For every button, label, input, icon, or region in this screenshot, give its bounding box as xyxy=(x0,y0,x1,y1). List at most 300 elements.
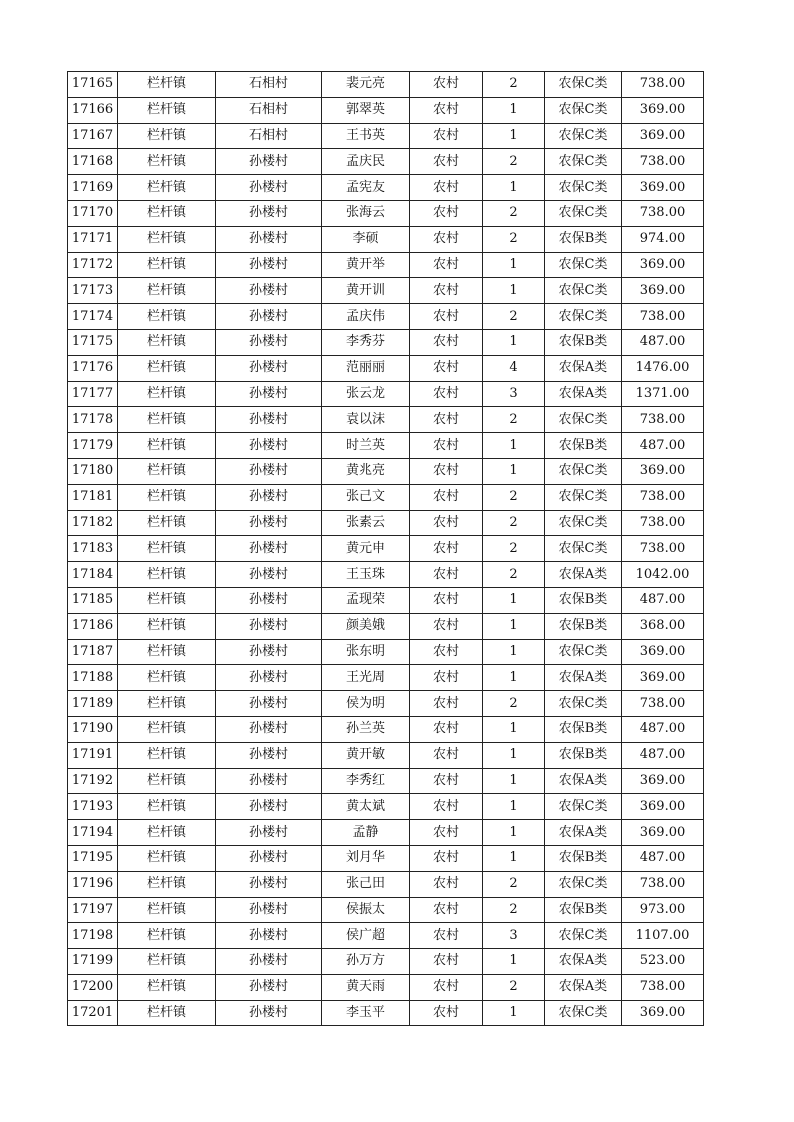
cell-area-type: 农村 xyxy=(410,226,483,252)
cell-name: 张素云 xyxy=(322,510,410,536)
cell-category: 农保C类 xyxy=(545,639,622,665)
cell-village: 孙楼村 xyxy=(216,691,322,717)
cell-category: 农保B类 xyxy=(545,433,622,459)
cell-village: 石相村 xyxy=(216,72,322,98)
cell-count: 1 xyxy=(483,252,545,278)
table-row xyxy=(68,794,704,820)
cell-village: 孙楼村 xyxy=(216,226,322,252)
cell-town: 栏杆镇 xyxy=(118,794,216,820)
table-row xyxy=(68,716,704,742)
cell-name: 孟庆伟 xyxy=(322,304,410,330)
cell-count: 2 xyxy=(483,562,545,588)
cell-area-type: 农村 xyxy=(410,252,483,278)
cell-category: 农保A类 xyxy=(545,665,622,691)
table-row xyxy=(68,381,704,407)
table-row xyxy=(68,458,704,484)
cell-amount: 738.00 xyxy=(622,304,704,330)
table-row xyxy=(68,820,704,846)
cell-town: 栏杆镇 xyxy=(118,175,216,201)
cell-amount: 369.00 xyxy=(622,1000,704,1026)
cell-name: 孟静 xyxy=(322,820,410,846)
cell-village: 孙楼村 xyxy=(216,149,322,175)
cell-category: 农保A类 xyxy=(545,768,622,794)
table-row xyxy=(68,355,704,381)
cell-amount: 738.00 xyxy=(622,72,704,98)
cell-count: 2 xyxy=(483,200,545,226)
cell-amount: 369.00 xyxy=(622,175,704,201)
table-row xyxy=(68,587,704,613)
table-row xyxy=(68,510,704,536)
cell-count: 2 xyxy=(483,974,545,1000)
cell-area-type: 农村 xyxy=(410,587,483,613)
cell-name: 黄开敏 xyxy=(322,742,410,768)
cell-town: 栏杆镇 xyxy=(118,845,216,871)
cell-count: 4 xyxy=(483,355,545,381)
cell-amount: 738.00 xyxy=(622,200,704,226)
cell-village: 孙楼村 xyxy=(216,871,322,897)
table-row xyxy=(68,897,704,923)
table-body xyxy=(68,72,704,1026)
table-row xyxy=(68,562,704,588)
cell-serial-number: 17190 xyxy=(68,716,118,742)
cell-area-type: 农村 xyxy=(410,536,483,562)
cell-area-type: 农村 xyxy=(410,433,483,459)
cell-village: 孙楼村 xyxy=(216,923,322,949)
cell-name: 黄太斌 xyxy=(322,794,410,820)
cell-area-type: 农村 xyxy=(410,329,483,355)
cell-town: 栏杆镇 xyxy=(118,200,216,226)
cell-area-type: 农村 xyxy=(410,871,483,897)
cell-town: 栏杆镇 xyxy=(118,355,216,381)
cell-name: 张云龙 xyxy=(322,381,410,407)
cell-category: 农保B类 xyxy=(545,716,622,742)
cell-category: 农保C类 xyxy=(545,794,622,820)
cell-serial-number: 17180 xyxy=(68,458,118,484)
cell-amount: 738.00 xyxy=(622,484,704,510)
cell-count: 1 xyxy=(483,458,545,484)
cell-amount: 369.00 xyxy=(622,278,704,304)
cell-village: 孙楼村 xyxy=(216,613,322,639)
cell-town: 栏杆镇 xyxy=(118,1000,216,1026)
cell-village: 孙楼村 xyxy=(216,949,322,975)
cell-amount: 369.00 xyxy=(622,665,704,691)
cell-area-type: 农村 xyxy=(410,665,483,691)
cell-serial-number: 17170 xyxy=(68,200,118,226)
cell-town: 栏杆镇 xyxy=(118,458,216,484)
cell-amount: 487.00 xyxy=(622,716,704,742)
cell-serial-number: 17166 xyxy=(68,97,118,123)
cell-amount: 1107.00 xyxy=(622,923,704,949)
cell-village: 孙楼村 xyxy=(216,407,322,433)
cell-area-type: 农村 xyxy=(410,381,483,407)
cell-amount: 1371.00 xyxy=(622,381,704,407)
cell-amount: 487.00 xyxy=(622,742,704,768)
cell-amount: 369.00 xyxy=(622,768,704,794)
cell-village: 孙楼村 xyxy=(216,665,322,691)
table-row xyxy=(68,72,704,98)
cell-serial-number: 17201 xyxy=(68,1000,118,1026)
cell-village: 孙楼村 xyxy=(216,252,322,278)
cell-name: 张己文 xyxy=(322,484,410,510)
cell-area-type: 农村 xyxy=(410,768,483,794)
cell-area-type: 农村 xyxy=(410,691,483,717)
table-row xyxy=(68,484,704,510)
cell-category: 农保C类 xyxy=(545,536,622,562)
cell-amount: 973.00 xyxy=(622,897,704,923)
cell-count: 1 xyxy=(483,329,545,355)
cell-name: 黄开训 xyxy=(322,278,410,304)
cell-town: 栏杆镇 xyxy=(118,613,216,639)
cell-area-type: 农村 xyxy=(410,278,483,304)
cell-count: 1 xyxy=(483,97,545,123)
cell-area-type: 农村 xyxy=(410,794,483,820)
cell-serial-number: 17193 xyxy=(68,794,118,820)
cell-name: 侯为明 xyxy=(322,691,410,717)
cell-amount: 738.00 xyxy=(622,974,704,1000)
cell-town: 栏杆镇 xyxy=(118,252,216,278)
cell-town: 栏杆镇 xyxy=(118,897,216,923)
cell-village: 孙楼村 xyxy=(216,381,322,407)
cell-serial-number: 17181 xyxy=(68,484,118,510)
cell-count: 2 xyxy=(483,897,545,923)
cell-amount: 369.00 xyxy=(622,252,704,278)
table-row xyxy=(68,613,704,639)
cell-village: 孙楼村 xyxy=(216,587,322,613)
cell-name: 郭翠英 xyxy=(322,97,410,123)
cell-serial-number: 17173 xyxy=(68,278,118,304)
cell-area-type: 农村 xyxy=(410,845,483,871)
cell-category: 农保B类 xyxy=(545,329,622,355)
cell-category: 农保A类 xyxy=(545,381,622,407)
cell-amount: 738.00 xyxy=(622,510,704,536)
cell-area-type: 农村 xyxy=(410,923,483,949)
cell-category: 农保C类 xyxy=(545,1000,622,1026)
cell-town: 栏杆镇 xyxy=(118,407,216,433)
cell-category: 农保A类 xyxy=(545,949,622,975)
cell-town: 栏杆镇 xyxy=(118,123,216,149)
cell-amount: 369.00 xyxy=(622,97,704,123)
cell-count: 1 xyxy=(483,949,545,975)
cell-name: 李玉平 xyxy=(322,1000,410,1026)
cell-amount: 368.00 xyxy=(622,613,704,639)
cell-area-type: 农村 xyxy=(410,407,483,433)
cell-village: 石相村 xyxy=(216,97,322,123)
table-row xyxy=(68,768,704,794)
cell-count: 2 xyxy=(483,484,545,510)
cell-count: 2 xyxy=(483,871,545,897)
cell-serial-number: 17183 xyxy=(68,536,118,562)
cell-name: 袁以沫 xyxy=(322,407,410,433)
cell-category: 农保B类 xyxy=(545,897,622,923)
cell-village: 孙楼村 xyxy=(216,433,322,459)
table-row xyxy=(68,1000,704,1026)
cell-serial-number: 17176 xyxy=(68,355,118,381)
cell-serial-number: 17191 xyxy=(68,742,118,768)
table-row xyxy=(68,407,704,433)
cell-name: 侯广超 xyxy=(322,923,410,949)
cell-area-type: 农村 xyxy=(410,639,483,665)
cell-area-type: 农村 xyxy=(410,949,483,975)
cell-category: 农保A类 xyxy=(545,974,622,1000)
cell-count: 3 xyxy=(483,381,545,407)
cell-town: 栏杆镇 xyxy=(118,278,216,304)
cell-area-type: 农村 xyxy=(410,200,483,226)
table-row xyxy=(68,123,704,149)
cell-amount: 738.00 xyxy=(622,149,704,175)
cell-category: 农保C类 xyxy=(545,304,622,330)
cell-category: 农保A类 xyxy=(545,562,622,588)
table-row xyxy=(68,149,704,175)
cell-count: 2 xyxy=(483,536,545,562)
cell-village: 孙楼村 xyxy=(216,484,322,510)
cell-amount: 523.00 xyxy=(622,949,704,975)
cell-count: 3 xyxy=(483,923,545,949)
cell-amount: 487.00 xyxy=(622,845,704,871)
cell-town: 栏杆镇 xyxy=(118,226,216,252)
cell-amount: 738.00 xyxy=(622,407,704,433)
cell-area-type: 农村 xyxy=(410,149,483,175)
cell-village: 孙楼村 xyxy=(216,278,322,304)
cell-name: 张己田 xyxy=(322,871,410,897)
cell-count: 1 xyxy=(483,716,545,742)
cell-name: 李秀红 xyxy=(322,768,410,794)
cell-area-type: 农村 xyxy=(410,742,483,768)
cell-town: 栏杆镇 xyxy=(118,304,216,330)
cell-count: 1 xyxy=(483,433,545,459)
cell-category: 农保C类 xyxy=(545,123,622,149)
cell-area-type: 农村 xyxy=(410,974,483,1000)
cell-name: 孟庆民 xyxy=(322,149,410,175)
cell-count: 1 xyxy=(483,1000,545,1026)
cell-name: 王书英 xyxy=(322,123,410,149)
cell-count: 1 xyxy=(483,278,545,304)
cell-name: 裴元亮 xyxy=(322,72,410,98)
cell-village: 孙楼村 xyxy=(216,820,322,846)
cell-amount: 369.00 xyxy=(622,820,704,846)
cell-area-type: 农村 xyxy=(410,175,483,201)
table-row xyxy=(68,536,704,562)
cell-count: 1 xyxy=(483,665,545,691)
cell-town: 栏杆镇 xyxy=(118,72,216,98)
cell-category: 农保B类 xyxy=(545,587,622,613)
cell-village: 孙楼村 xyxy=(216,355,322,381)
cell-serial-number: 17179 xyxy=(68,433,118,459)
cell-name: 孟宪友 xyxy=(322,175,410,201)
cell-town: 栏杆镇 xyxy=(118,974,216,1000)
cell-name: 时兰英 xyxy=(322,433,410,459)
cell-amount: 1476.00 xyxy=(622,355,704,381)
cell-name: 孙兰英 xyxy=(322,716,410,742)
cell-serial-number: 17196 xyxy=(68,871,118,897)
cell-serial-number: 17168 xyxy=(68,149,118,175)
cell-town: 栏杆镇 xyxy=(118,433,216,459)
cell-village: 孙楼村 xyxy=(216,742,322,768)
cell-category: 农保C类 xyxy=(545,149,622,175)
cell-village: 孙楼村 xyxy=(216,794,322,820)
cell-name: 李秀芬 xyxy=(322,329,410,355)
cell-category: 农保C类 xyxy=(545,252,622,278)
cell-town: 栏杆镇 xyxy=(118,381,216,407)
cell-amount: 487.00 xyxy=(622,587,704,613)
cell-amount: 1042.00 xyxy=(622,562,704,588)
table-row xyxy=(68,97,704,123)
cell-amount: 738.00 xyxy=(622,536,704,562)
cell-name: 王光周 xyxy=(322,665,410,691)
cell-count: 2 xyxy=(483,510,545,536)
table-row xyxy=(68,304,704,330)
cell-town: 栏杆镇 xyxy=(118,510,216,536)
cell-village: 孙楼村 xyxy=(216,175,322,201)
cell-town: 栏杆镇 xyxy=(118,484,216,510)
cell-town: 栏杆镇 xyxy=(118,691,216,717)
cell-serial-number: 17177 xyxy=(68,381,118,407)
cell-area-type: 农村 xyxy=(410,1000,483,1026)
cell-town: 栏杆镇 xyxy=(118,97,216,123)
cell-name: 张东明 xyxy=(322,639,410,665)
cell-village: 孙楼村 xyxy=(216,639,322,665)
cell-town: 栏杆镇 xyxy=(118,768,216,794)
cell-serial-number: 17178 xyxy=(68,407,118,433)
cell-name: 范丽丽 xyxy=(322,355,410,381)
cell-category: 农保A类 xyxy=(545,820,622,846)
cell-town: 栏杆镇 xyxy=(118,820,216,846)
cell-serial-number: 17182 xyxy=(68,510,118,536)
cell-town: 栏杆镇 xyxy=(118,149,216,175)
cell-category: 农保C类 xyxy=(545,871,622,897)
cell-town: 栏杆镇 xyxy=(118,716,216,742)
cell-count: 1 xyxy=(483,639,545,665)
cell-amount: 369.00 xyxy=(622,794,704,820)
cell-village: 孙楼村 xyxy=(216,458,322,484)
cell-town: 栏杆镇 xyxy=(118,923,216,949)
cell-village: 孙楼村 xyxy=(216,200,322,226)
cell-name: 刘月华 xyxy=(322,845,410,871)
cell-town: 栏杆镇 xyxy=(118,949,216,975)
cell-count: 1 xyxy=(483,613,545,639)
cell-serial-number: 17172 xyxy=(68,252,118,278)
cell-serial-number: 17192 xyxy=(68,768,118,794)
cell-count: 1 xyxy=(483,742,545,768)
cell-serial-number: 17198 xyxy=(68,923,118,949)
cell-name: 王玉珠 xyxy=(322,562,410,588)
cell-count: 2 xyxy=(483,72,545,98)
cell-serial-number: 17174 xyxy=(68,304,118,330)
cell-category: 农保C类 xyxy=(545,923,622,949)
cell-town: 栏杆镇 xyxy=(118,329,216,355)
table-row xyxy=(68,200,704,226)
cell-serial-number: 17194 xyxy=(68,820,118,846)
table-row xyxy=(68,923,704,949)
cell-area-type: 农村 xyxy=(410,97,483,123)
cell-serial-number: 17187 xyxy=(68,639,118,665)
table-row xyxy=(68,871,704,897)
cell-name: 侯振太 xyxy=(322,897,410,923)
table-row xyxy=(68,665,704,691)
cell-area-type: 农村 xyxy=(410,562,483,588)
cell-area-type: 农村 xyxy=(410,716,483,742)
cell-category: 农保C类 xyxy=(545,200,622,226)
cell-serial-number: 17171 xyxy=(68,226,118,252)
cell-amount: 738.00 xyxy=(622,691,704,717)
cell-serial-number: 17189 xyxy=(68,691,118,717)
cell-town: 栏杆镇 xyxy=(118,536,216,562)
cell-category: 农保C类 xyxy=(545,175,622,201)
cell-count: 2 xyxy=(483,226,545,252)
cell-category: 农保C类 xyxy=(545,484,622,510)
table-row xyxy=(68,974,704,1000)
cell-category: 农保B类 xyxy=(545,226,622,252)
table-row xyxy=(68,226,704,252)
cell-area-type: 农村 xyxy=(410,123,483,149)
cell-serial-number: 17186 xyxy=(68,613,118,639)
cell-area-type: 农村 xyxy=(410,510,483,536)
cell-count: 1 xyxy=(483,175,545,201)
cell-serial-number: 17200 xyxy=(68,974,118,1000)
cell-area-type: 农村 xyxy=(410,355,483,381)
cell-name: 黄开举 xyxy=(322,252,410,278)
cell-area-type: 农村 xyxy=(410,897,483,923)
table-row xyxy=(68,278,704,304)
cell-count: 1 xyxy=(483,794,545,820)
cell-village: 孙楼村 xyxy=(216,304,322,330)
cell-category: 农保B类 xyxy=(545,845,622,871)
cell-serial-number: 17199 xyxy=(68,949,118,975)
cell-amount: 369.00 xyxy=(622,458,704,484)
cell-name: 张海云 xyxy=(322,200,410,226)
cell-name: 孟现荣 xyxy=(322,587,410,613)
cell-count: 1 xyxy=(483,768,545,794)
cell-serial-number: 17175 xyxy=(68,329,118,355)
cell-village: 孙楼村 xyxy=(216,1000,322,1026)
cell-village: 孙楼村 xyxy=(216,845,322,871)
cell-category: 农保C类 xyxy=(545,510,622,536)
cell-name: 黄元申 xyxy=(322,536,410,562)
cell-town: 栏杆镇 xyxy=(118,871,216,897)
cell-area-type: 农村 xyxy=(410,613,483,639)
cell-area-type: 农村 xyxy=(410,304,483,330)
cell-area-type: 农村 xyxy=(410,820,483,846)
cell-town: 栏杆镇 xyxy=(118,587,216,613)
data-table xyxy=(67,71,704,1026)
cell-count: 2 xyxy=(483,304,545,330)
cell-amount: 369.00 xyxy=(622,123,704,149)
table-row xyxy=(68,742,704,768)
cell-village: 孙楼村 xyxy=(216,329,322,355)
cell-serial-number: 17197 xyxy=(68,897,118,923)
cell-count: 1 xyxy=(483,820,545,846)
cell-village: 孙楼村 xyxy=(216,897,322,923)
table-row xyxy=(68,175,704,201)
cell-village: 孙楼村 xyxy=(216,974,322,1000)
cell-count: 2 xyxy=(483,691,545,717)
table-row xyxy=(68,252,704,278)
cell-serial-number: 17169 xyxy=(68,175,118,201)
cell-amount: 974.00 xyxy=(622,226,704,252)
cell-name: 黄兆亮 xyxy=(322,458,410,484)
cell-town: 栏杆镇 xyxy=(118,639,216,665)
cell-area-type: 农村 xyxy=(410,484,483,510)
cell-serial-number: 17167 xyxy=(68,123,118,149)
cell-category: 农保C类 xyxy=(545,97,622,123)
cell-town: 栏杆镇 xyxy=(118,742,216,768)
cell-village: 孙楼村 xyxy=(216,716,322,742)
cell-area-type: 农村 xyxy=(410,72,483,98)
cell-name: 黄天雨 xyxy=(322,974,410,1000)
cell-count: 2 xyxy=(483,407,545,433)
cell-serial-number: 17195 xyxy=(68,845,118,871)
table-row xyxy=(68,949,704,975)
cell-name: 李硕 xyxy=(322,226,410,252)
